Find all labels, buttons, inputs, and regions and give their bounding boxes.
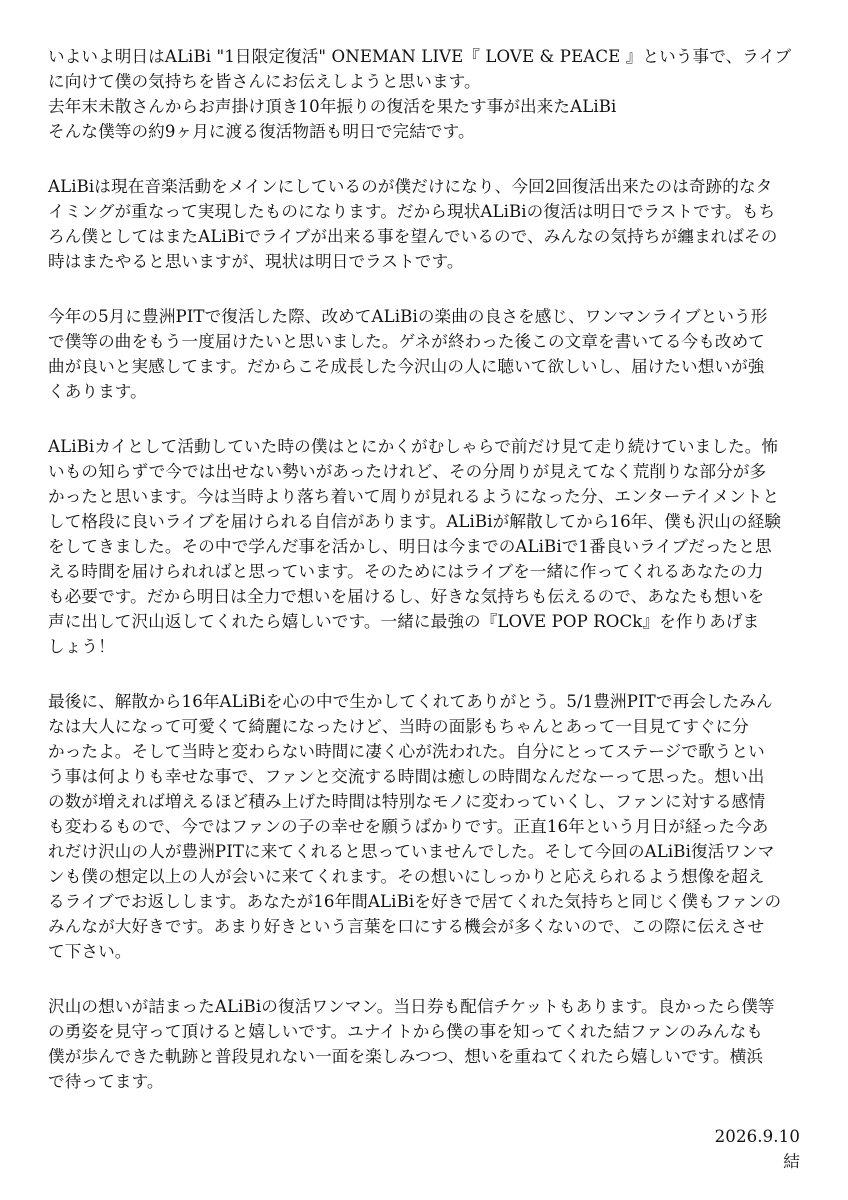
paragraph-line: くあります。 — [48, 382, 147, 401]
paragraph-line: 去年末未散さんからお声掛け頂き10年振りの復活を果たす事が出来たALiBi — [48, 97, 617, 116]
paragraph-4 — [48, 434, 804, 659]
letter-signature: 結 — [783, 1152, 800, 1171]
paragraph-line: いよいよ明日はALiBi "1日限定復活" ONEMAN LIVE『 LOVE & PEACE 』という事で、ライブ — [48, 47, 792, 66]
paragraph-line: 最後に、解散から16年ALiBiを心の中で生かしてくれてありがとう。5/1豊洲PITで再会したみん — [48, 692, 773, 711]
paragraph-line: みんなが大好きです。あまり好きという言葉を口にする機会が多くないので、この際に伝えさせ — [48, 917, 765, 936]
paragraph-line: そんな僕等の約9ヶ月に渡る復活物語も明日で完結です。 — [48, 122, 475, 141]
paragraph-5 — [48, 689, 804, 964]
paragraph-line: 今年の5月に豊洲PITで復活した際、改めてALiBiの楽曲の良さを感じ、ワンマンライブという形 — [48, 307, 768, 326]
paragraph-line: 声に出して沢山返してくれたら嬉しいです。一緒に最強の『LOVE POP ROCk』を作りあげま — [48, 612, 760, 631]
paragraph-line: の数が増えれば増えるほど積み上げた時間は特別なモノに変わっていくし、ファンに対する感情 — [48, 792, 766, 811]
letter-signature-block — [715, 1124, 800, 1174]
paragraph-line: るライブでお返しします。あなたが16年間ALiBiを好きで居てくれた気持ちと同じく僕もファンの — [48, 892, 782, 911]
paragraph-6 — [48, 994, 804, 1094]
paragraph-line: をしてきました。その中で学んだ事を活かし、明日は今までのALiBiで1番良いライブだったと思 — [48, 537, 772, 556]
paragraph-line: いもの知らずで今では出せない勢いがあったけれど、その分周りが見えてなく荒削りな部分が多 — [48, 462, 767, 481]
paragraph-line: も変わるもので、今ではファンの子の幸せを願うばかりです。正直16年という月日が経った今あ — [48, 817, 769, 836]
paragraph-line: かったよ。そして当時と変わらない時間に凄く心が洗われた。自分にとってステージで歌うとい — [48, 742, 765, 761]
paragraph-line: て下さい。 — [48, 942, 132, 961]
letter-body — [48, 44, 804, 1124]
paragraph-line: ALiBiカイとして活動していた時の僕はとにかくがむしゃらで前だけ見て走り続けていました。怖 — [48, 437, 779, 456]
letter-date: 2026.9.10 — [714, 1127, 800, 1146]
paragraph-2 — [48, 174, 804, 274]
paragraph-line: なは大人になって可愛くて綺麗になったけど、当時の面影もちゃんとあって一目見てすぐに分 — [48, 717, 749, 736]
paragraph-line: かったと思います。今は当時より落ち着いて周りが見れるようになった分、エンターテイメントと — [48, 487, 780, 506]
paragraph-line: して格段に良いライブを届けられる自信があります。ALiBiが解散してから16年、僕も沢山の経験 — [48, 512, 782, 531]
paragraph-line: イミングが重なって実現したものになります。だから現状ALiBiの復活は明日でラストです。もち — [48, 202, 776, 221]
paragraph-line: 曲が良いと実感してます。だからこそ成長した今沢山の人に聴いて欲しいし、届けたい想いが強 — [48, 357, 765, 376]
paragraph-line: の勇姿を見守って頂けると嬉しいです。ユナイトから僕の事を知ってくれた結ファンのみんなも — [48, 1022, 764, 1041]
paragraph-line: う事は何よりも幸せな事で、ファンと交流する時間は癒しの時間なんだなーって思った。想い出 — [48, 767, 765, 786]
paragraph-line: 時はまたやると思いますが、現状は明日でラストです。 — [48, 252, 464, 271]
paragraph-line: ろん僕としてはまたALiBiでライブが出来る事を望んでいるので、みんなの気持ちが纏まればその — [48, 227, 778, 246]
paragraph-line: も必要です。だから明日は全力で想いを届けるし、好きな気持ちも伝えるので、あなたも想いを — [48, 587, 765, 606]
paragraph-line: 僕が歩んできた軌跡と普段見れない一面を楽しみつつ、想いを重ねてくれたら嬉しいです。横浜 — [48, 1047, 764, 1066]
paragraph-line: える時間を届けられればと思っています。そのためにはライブを一緒に作ってくれるあなたの力 — [48, 562, 764, 581]
paragraph-line: で僕等の曲をもう一度届けたいと思いました。ゲネが終わった後この文章を書いてる今も改めて — [48, 332, 765, 351]
paragraph-1 — [48, 44, 804, 144]
paragraph-line: ンも僕の想定以上の人が会いに来てくれます。その想いにしっかりと応えられるよう想像を超え — [48, 867, 765, 886]
paragraph-line: に向けて僕の気持ちを皆さんにお伝えしようと思います。 — [48, 72, 481, 91]
paragraph-line: ALiBiは現在音楽活動をメインにしているのが僕だけになり、今回2回復活出来たのは奇跡的なタ — [48, 177, 773, 196]
paragraph-line: しょう！ — [48, 637, 115, 656]
paragraph-line: 沢山の想いが詰まったALiBiの復活ワンマン。当日券も配信チケットもあります。良かったら僕等 — [48, 997, 775, 1016]
paragraph-3 — [48, 304, 804, 404]
paragraph-line: れだけ沢山の人が豊洲PITに来てくれると思っていませんでした。そして今回のALiBi復活ワンマ — [48, 842, 775, 861]
paragraph-line: で待ってます。 — [48, 1072, 164, 1091]
